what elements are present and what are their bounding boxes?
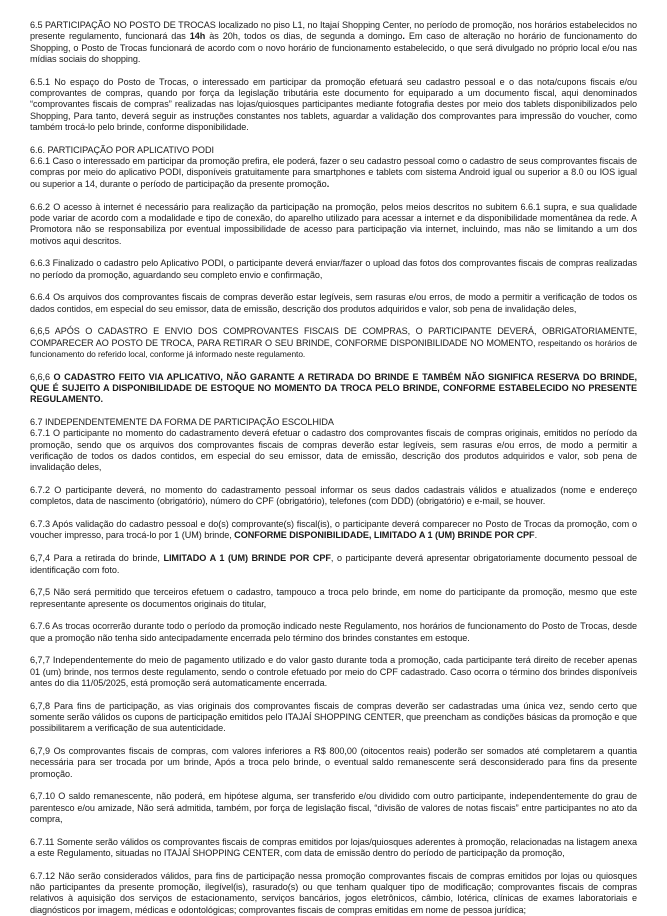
clause-6-6-4: 6.6.4 Os arquivos dos comprovantes fiscais de compras deverão estar legíveis, sem rasuras e/ou erros, de modo a permitir a verificação de todos os dados contidos, em especial do seu emissor, data de emissão, descrição dos produtos adquiridos e valor, sob pena de invalidação deles, — [30, 292, 637, 314]
clause-6-7-4: 6,7,4 Para a retirada do brinde, LIMITADO A 1 (UM) BRINDE POR CPF, o participante deverá apresentar obrigatoriamente documento pessoal de identificação com foto. — [30, 553, 638, 575]
clause-6-7-8: 6,7,8 Para fins de participação, as vias originais dos comprovantes fiscais de compras deverão ser cadastradas uma única vez, sendo certo que somente serão válidos os cupons de participação emitidos pelo ITAJAÍ SHOPPING CENTER, que preencham as condições básicas da promoção e que possibilitarem a verificação de sua autenticidade. — [30, 700, 637, 734]
clause-6-7-7: 6,7,7 Independentemente do meio de pagamento utilizado e do valor gasto durante toda a promoção, cada participante terá direito de receber apenas 01 (um) brinde, nos termos deste regulamento, sendo o controle efetuado por meio do CPF cadastrado. Caso ocorra o término dos brindes disponíveis antes do dia 11/05/2025, está promoção será automaticamente encerrada. — [30, 655, 637, 688]
hours-start: 14h — [189, 31, 206, 42]
clause-6-7-6: 6.7.6 As trocas ocorrerão durante todo o período da promoção indicado neste Regulamento, nos horários de funcionamento do Posto de Trocas, desde que a promoção não tenha sido antecipadamente encerrada pelo término dos brindes constantes em estoque. — [30, 621, 637, 643]
clause-6-6-3: 6.6.3 Finalizado o cadastro pelo Aplicativo PODI, o participante deverá enviar/fazer o upload das fotos dos comprovantes fiscais de compras realizadas no período da promoção, aguardando seu completo envio e confirmação, — [30, 258, 637, 280]
section-heading-6-6: 6.6. PARTICIPAÇÃO POR APLICATIVO PODI — [30, 144, 214, 155]
clause-6-7-10: 6,7.10 O saldo remanescente, não poderá, em hipótese alguma, ser transferido e/ou dividido com outro participante, independentemente do grau de parentesco e/ou amizade, Não será admitida, também, por força de legislação fiscal, “divisão de valores de notas fiscais” entre participantes no ato da compra, — [30, 791, 637, 825]
clause-6-7-11: 6.7.11 Somente serão válidos os comprovantes fiscais de compras emitidos por lojas/quiosques aderentes à promoção, relacionadas na listagem anexa a este Regulamento, situadas no ITAJAÍ SHOPPING CENTER, com data de emissão dentro do período de participação da promoção, — [30, 836, 637, 859]
clause-6-5: 6.5 PARTICIPAÇÃO NO POSTO DE TROCAS localizado no piso L1, no Itajaí Shopping Center, no período de promoção, nos horários estabelecidos no presente regulamento, funcionará das 14h às 20h, todos os dias, de segunda a domingo. Em caso de alteração no horário de funcionamento do Shopping, o Posto de Trocas funcionará de acordo com o novo horário de funcionamento estabelecido, o que será divulgado no próprio local e/ou nas mídias sociais do shopping. — [30, 20, 637, 65]
clause-6-7-12: 6.7.12 Não serão considerados válidos, para fins de participação nessa promoção comprovantes fiscais de compras emitidos por lojas ou quiosques não participantes da presente promoção, ilegível(is), rasurado(s) ou que tenham qualquer tipo de modificação; comprovantes fiscais de compras relativos à aquisição dos serviços de estacionamento, serviços bancários, jogos eletrônicos, câmbio, lotérica, clínicas de exames laboratoriais e diagnósticos por imagem, médicas e odontológicas; comprovantes fiscais de compras emitidas em nome de pessoa jurídica; — [30, 870, 637, 915]
clause-6-7-9: 6,7,9 Os comprovantes fiscais de compras, com valores inferiores a R$ 800,00 (oitocentos reais) poderão ser somados até completarem a quantia necessária para ser trocada por um brinde, Após a troca pelo brinde, o eventual saldo remanescente será desconsiderado para fins da presente promoção. — [30, 746, 637, 779]
clause-6-6-6: 6,6,6 O CADASTRO FEITO VIA APLICATIVO, NÃO GARANTE A RETIRADA DO BRINDE E TAMBÉM NÃO SIGNIFICA RESERVA DO BRINDE, QUE É SUJEITO A DISPONIBILIDADE DE ESTOQUE NO MOMENTO DA TROCA PELO BRINDE, CONFORME ESTABELECIDO NO PRESENTE REGULAMENTO. — [30, 371, 638, 405]
clause-6-6-2: 6.6.2 O acesso à internet é necessário para realização da participação na promoção, pelos meios descritos no subitem 6.6.1 supra, e sua qualidade pode variar de acordo com a modalidade e tipo de conexão, do aparelho utilizado para acessar a internet e da disponibilidade momentânea da rede. A Promotora não se responsabiliza por eventual impossibilidade de acesso para participação via internet, incluindo, mas não se limitando a um dos motivos aqui descritos. — [30, 201, 637, 246]
clause-6-7-5: 6,7,5 Não será permitido que terceiros efetuem o cadastro, tampouco a troca pelo brinde, em nome do participante da promoção, mesmo que este representante apresente os documentos originais do titular, — [30, 587, 637, 609]
clause-6-6-1: 6.6.1 Caso o interessado em participar da promoção prefira, ele poderá, fazer o seu cadastro pessoal como o cadastro de seus comprovantes fiscais de compras por meio do aplicativo PODI, disponíveis gratuitamente para smartphones e tablets com sistema Android igual ou superior a 8.0 ou IOS igual ou superior a 14, durante o período de participação da presente promoção. — [30, 156, 637, 189]
clause-6-6-5: 6,6,5 APÓS O CADASTRO E ENVIO DOS COMPROVANTES FISCAIS DE COMPRAS, O PARTICIPANTE DEVERÁ, OBRIGATORIAMENTE, COMPARECER AO POSTO DE TROCA, PARA RETIRAR O SEU BRINDE, CONFORME DISPONIBILIDADE NO MOMENTO, respeitando os horários de funcionamento do referido local, conforme já informado neste regulamento. — [30, 326, 637, 359]
clause-6-7-2: 6.7.2 O participante deverá, no momento do cadastramento pessoal informar os seus dados cadastrais válidos e atualizados (nome e endereço completos, data de nascimento (obrigatório), número do CPF (obrigatório), telefones (com DDD) (obrigatório) e e-mail, se houver. — [30, 485, 637, 507]
clause-6-7-3: 6.7.3 Após validação do cadastro pessoal e do(s) comprovante(s) fiscal(is), o participante deverá comparecer no Posto de Trocas da promoção, com o voucher impresso, para trocá-lo por 1 (UM) brinde, CONFORME DISPONIBILIDADE, LIMITADO A 1 (UM) BRINDE POR CPF. — [30, 519, 637, 541]
clause-6-7-1: 6.7.1 O participante no momento do cadastramento deverá efetuar o cadastro dos comprovantes fiscais de compras originais, emitidos no período da promoção, sendo que os arquivos dos comprovantes fiscais de compras deverão estar legíveis, sem rasuras e/ou erros, de modo a permitir a verificação de todos os dados contidos, em especial do seu emissor, data de emissão, descrição dos produtos adquiridos e valor, sob pena de invalidação deles, — [30, 428, 637, 473]
clause-6-5-label: 6.5 PARTICIPAÇÃO NO POSTO DE TROCAS — [30, 20, 216, 30]
section-heading-6-7: 6.7 INDEPENDENTEMENTE DA FORMA DE PARTICIPAÇÃO ESCOLHIDA — [30, 417, 334, 428]
clause-6-5-1: 6.5.1 No espaço do Posto de Trocas, o interessado em participar da promoção efetuará seu cadastro pessoal e o das nota/cupons fiscais e/ou comprovantes de compras, quando por força da legislação tributária este documento for equiparado a um documento fiscal, aqui denominados “comprovantes fiscais de compras” realizadas nas lojas/quiosques participantes mediante fotografia destes por meio dos tablets disponibilizados pelo Shopping, Para tanto, deverá seguir as instruções constantes nos tablets, aguardar a validação dos comprovantes para impressão do voucher, como também trocá-lo pelo brinde, conforme disponibilidade. — [30, 76, 637, 133]
